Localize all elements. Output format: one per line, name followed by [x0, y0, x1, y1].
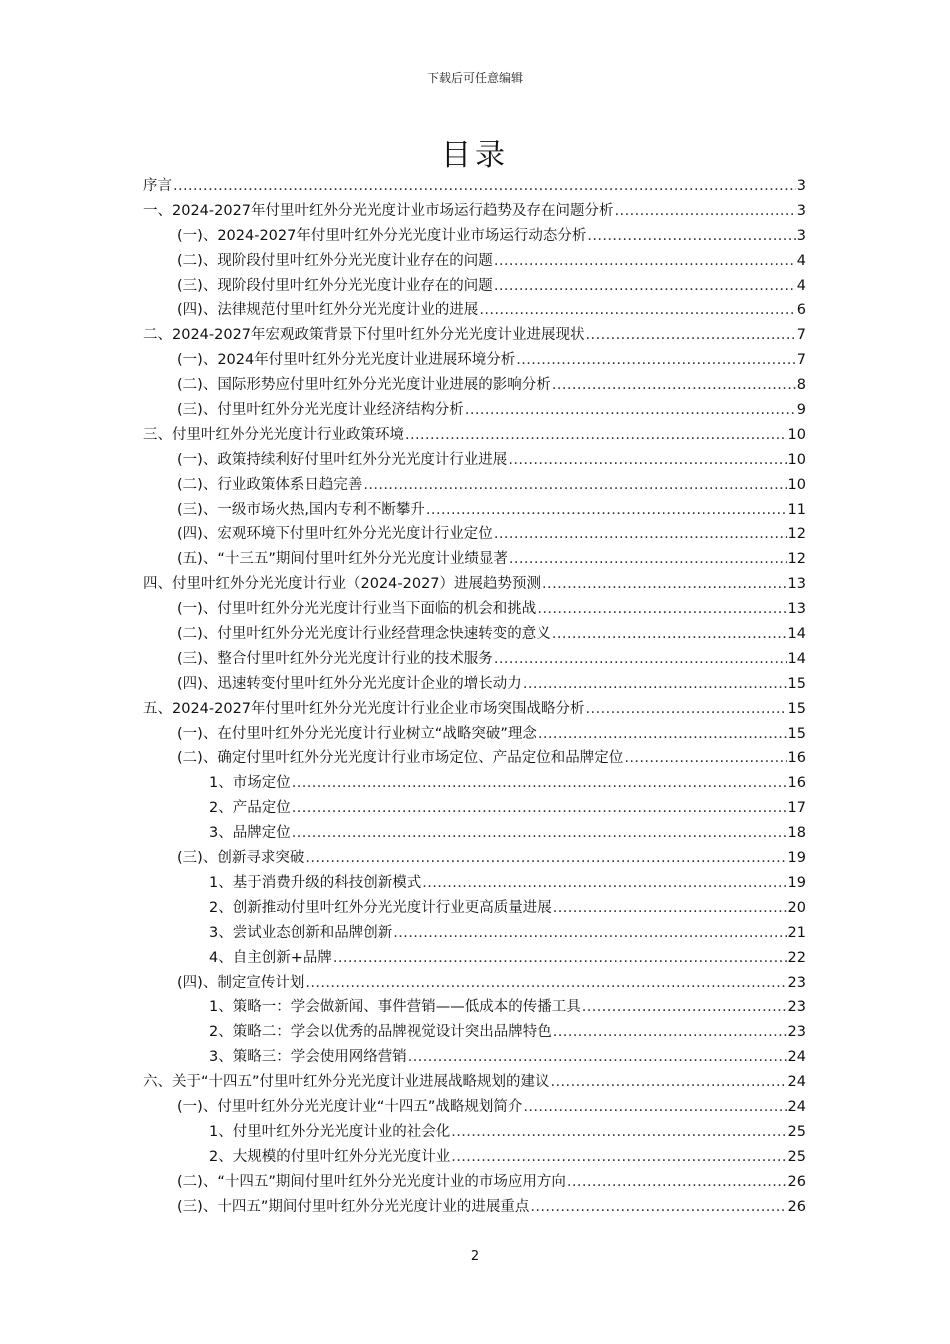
- toc-entry-text: (一)、在付里叶红外分光光度计行业树立“战略突破”理念: [177, 725, 537, 742]
- toc-entry-text: (二)、确定付里叶红外分光光度计行业市场定位、产品定位和品牌定位: [177, 750, 624, 767]
- toc-entry-text: 2、策略二：学会以优秀的品牌视觉设计突出品牌特色: [209, 1024, 552, 1041]
- toc-leader-dots: [363, 473, 786, 498]
- toc-entry-page: 21: [787, 924, 806, 941]
- toc-entry-page: 7: [796, 327, 806, 344]
- toc-entry-page: 6: [796, 302, 806, 319]
- toc-entry[interactable]: [143, 1145, 806, 1170]
- toc-entry-page: 10: [787, 476, 806, 493]
- toc-leader-dots: [615, 199, 796, 224]
- toc-entry-page: 16: [787, 775, 806, 792]
- toc-entry-text: (一)、2024年付里叶红外分光光度计业进展环境分析: [177, 352, 516, 369]
- toc-entry[interactable]: [143, 921, 806, 946]
- toc-entry-page: 14: [787, 650, 806, 667]
- toc-leader-dots: [479, 298, 795, 323]
- toc-entry-text: (三)、十四五”期间付里叶红外分光光度计业的进展重点: [177, 1198, 530, 1215]
- toc-leader-dots: [292, 821, 787, 846]
- toc-leader-dots: [586, 323, 796, 348]
- toc-entry[interactable]: [143, 846, 806, 871]
- toc-leader-dots: [292, 771, 787, 796]
- toc-entry[interactable]: [143, 199, 806, 224]
- toc-leader-dots: [494, 249, 796, 274]
- header-note: 下载后可任意编辑: [426, 71, 523, 85]
- toc-leader-dots: [173, 174, 796, 199]
- page-title: 目录: [441, 138, 509, 173]
- toc-entry-page: 14: [787, 626, 806, 643]
- toc-entry-text: (四)、法律规范付里叶红外分光光度计业的进展: [177, 302, 479, 319]
- toc-entry-page: 15: [787, 725, 806, 742]
- toc-leader-dots: [538, 722, 787, 747]
- toc-entry-page: 17: [787, 800, 806, 817]
- toc-entry-page: 23: [787, 974, 806, 991]
- toc-leader-dots: [494, 647, 787, 672]
- toc-entry-text: (四)、迅速转变付里叶红外分光光度计企业的增长动力: [177, 675, 522, 692]
- toc-entry-text: (一)、付里叶红外分光光度计行业当下面临的机会和挑战: [177, 601, 537, 618]
- toc-entry-page: 3: [796, 202, 806, 219]
- toc-entry-page: 11: [787, 501, 806, 518]
- toc-leader-dots: [582, 995, 787, 1020]
- toc-entry-text: (三)、整合付里叶红外分光光度计行业的技术服务: [177, 650, 493, 667]
- toc-entry-page: 8: [796, 377, 806, 394]
- toc-entry-page: 19: [787, 850, 806, 867]
- toc-entry-text: 三、付里叶红外分光光度计行业政策环境: [143, 426, 404, 443]
- toc-entry[interactable]: [143, 672, 806, 697]
- toc-leader-dots: [537, 597, 786, 622]
- toc-entry-page: 24: [787, 1074, 806, 1091]
- toc-entry-text: (二)、国际形势应付里叶红外分光光度计业进展的影响分析: [177, 377, 551, 394]
- toc-entry-page: 24: [787, 1098, 806, 1115]
- toc-entry-text: 2、产品定位: [209, 800, 291, 817]
- toc-leader-dots: [567, 1170, 787, 1195]
- toc-entry-page: 15: [787, 700, 806, 717]
- toc-entry-text: 3、策略三：学会使用网络营销: [209, 1049, 407, 1066]
- toc-entry-text: 一、2024-2027年付里叶红外分光光度计业市场运行趋势及存在问题分析: [143, 202, 614, 219]
- toc-leader-dots: [305, 971, 786, 996]
- toc-leader-dots: [494, 274, 796, 299]
- toc-entry[interactable]: [143, 448, 806, 473]
- toc-entry[interactable]: [143, 348, 806, 373]
- toc-leader-dots: [305, 846, 786, 871]
- toc-entry-page: 25: [787, 1123, 806, 1140]
- toc-leader-dots: [523, 1095, 786, 1120]
- toc-entry-page: 3: [796, 227, 806, 244]
- toc-entry-page: 13: [787, 601, 806, 618]
- toc-leader-dots: [553, 1020, 787, 1045]
- toc-entry[interactable]: [143, 821, 806, 846]
- toc-leader-dots: [552, 373, 796, 398]
- toc-entry-text: (三)、付里叶红外分光光度计业经济结构分析: [177, 402, 464, 419]
- toc-entry[interactable]: [143, 249, 806, 274]
- toc-entry-text: (三)、现阶段付里叶红外分光光度计业存在的问题: [177, 277, 493, 294]
- toc-leader-dots: [624, 746, 786, 771]
- toc-entry-page: 10: [787, 451, 806, 468]
- toc-entry-page: 16: [787, 750, 806, 767]
- page-number: 2: [470, 1249, 480, 1264]
- toc-entry-page: 22: [787, 949, 806, 966]
- toc-leader-dots: [292, 796, 787, 821]
- toc-entry-text: 序言: [143, 178, 172, 194]
- toc-entry[interactable]: [143, 572, 806, 597]
- table-of-contents: [143, 174, 806, 1219]
- toc-leader-dots: [405, 423, 787, 448]
- toc-leader-dots: [494, 522, 787, 547]
- toc-entry-text: (二)、“十四五”期间付里叶红外分光光度计业的市场应用方向: [177, 1173, 566, 1190]
- toc-leader-dots: [523, 672, 787, 697]
- toc-entry[interactable]: [143, 323, 806, 348]
- toc-entry-page: 4: [796, 252, 806, 269]
- toc-entry[interactable]: [143, 622, 806, 647]
- toc-entry-text: 1、策略一：学会做新闻、事件营销——低成本的传播工具: [209, 999, 581, 1016]
- toc-entry[interactable]: [143, 373, 806, 398]
- toc-entry[interactable]: [143, 398, 806, 423]
- toc-entry[interactable]: [143, 771, 806, 796]
- toc-entry-page: 26: [787, 1198, 806, 1215]
- toc-entry[interactable]: [143, 1045, 806, 1070]
- toc-entry[interactable]: [143, 274, 806, 299]
- toc-entry[interactable]: [143, 597, 806, 622]
- toc-leader-dots: [516, 348, 796, 373]
- toc-entry-text: (二)、行业政策体系日趋完善: [177, 476, 363, 493]
- toc-entry[interactable]: [143, 746, 806, 771]
- toc-entry[interactable]: [143, 971, 806, 996]
- toc-entry-page: 12: [787, 551, 806, 568]
- toc-entry-page: 12: [787, 526, 806, 543]
- toc-entry-page: 19: [787, 874, 806, 891]
- toc-entry[interactable]: [143, 423, 806, 448]
- toc-entry[interactable]: [143, 1170, 806, 1195]
- toc-entry-page: 23: [787, 999, 806, 1016]
- toc-leader-dots: [542, 572, 787, 597]
- toc-entry-text: 4、自主创新+品牌: [209, 949, 332, 966]
- toc-entry[interactable]: [143, 1195, 806, 1220]
- toc-entry[interactable]: [143, 647, 806, 672]
- toc-leader-dots: [422, 871, 786, 896]
- toc-leader-dots: [587, 224, 795, 249]
- toc-entry[interactable]: [143, 697, 806, 722]
- toc-entry-text: (三)、一级市场火热,国内专利不断攀升: [177, 501, 425, 518]
- toc-entry[interactable]: [143, 473, 806, 498]
- toc-entry[interactable]: [143, 174, 806, 199]
- toc-entry-text: 2、大规模的付里叶红外分光光度计业: [209, 1148, 451, 1165]
- toc-entry-text: (一)、政策持续利好付里叶红外分光光度计行业进展: [177, 451, 508, 468]
- toc-entry[interactable]: [143, 547, 806, 572]
- toc-entry[interactable]: [143, 796, 806, 821]
- toc-entry-text: 1、基于消费升级的科技创新模式: [209, 874, 422, 891]
- toc-entry[interactable]: [143, 498, 806, 523]
- toc-entry[interactable]: [143, 1120, 806, 1145]
- toc-entry[interactable]: [143, 995, 806, 1020]
- toc-entry-page: 7: [796, 352, 806, 369]
- toc-entry-page: 18: [787, 825, 806, 842]
- toc-entry-text: (一)、付里叶红外分光光度计业“十四五”战略规划简介: [177, 1098, 523, 1115]
- toc-entry[interactable]: [143, 298, 806, 323]
- toc-leader-dots: [508, 448, 786, 473]
- toc-entry[interactable]: [143, 871, 806, 896]
- toc-entry-text: (四)、宏观环境下付里叶红外分光光度计行业定位: [177, 526, 493, 543]
- toc-leader-dots: [408, 1045, 787, 1070]
- toc-entry-page: 25: [787, 1148, 806, 1165]
- toc-entry[interactable]: [143, 522, 806, 547]
- toc-entry-page: 26: [787, 1173, 806, 1190]
- toc-entry-page: 15: [787, 675, 806, 692]
- toc-entry[interactable]: [143, 224, 806, 249]
- toc-entry-page: 13: [787, 576, 806, 593]
- toc-leader-dots: [465, 398, 796, 423]
- toc-entry-text: (五)、“十三五”期间付里叶红外分光光度计业绩显著: [177, 551, 508, 568]
- toc-entry-text: 1、市场定位: [209, 775, 291, 792]
- toc-leader-dots: [451, 1120, 786, 1145]
- toc-leader-dots: [393, 921, 786, 946]
- toc-leader-dots: [530, 1195, 786, 1220]
- toc-leader-dots: [509, 547, 787, 572]
- toc-leader-dots: [553, 896, 787, 921]
- toc-leader-dots: [551, 1070, 787, 1095]
- toc-entry-text: 四、付里叶红外分光光度计行业（2024-2027）进展趋势预测: [143, 576, 542, 593]
- toc-entry[interactable]: [143, 1095, 806, 1120]
- toc-entry-text: (四)、制定宣传计划: [177, 974, 305, 991]
- toc-leader-dots: [586, 697, 787, 722]
- toc-entry-page: 10: [787, 426, 806, 443]
- toc-leader-dots: [552, 622, 787, 647]
- toc-leader-dots: [333, 946, 787, 971]
- toc-entry-text: (二)、现阶段付里叶红外分光光度计业存在的问题: [177, 252, 493, 269]
- toc-entry-text: 3、品牌定位: [209, 825, 291, 842]
- toc-entry-page: 23: [787, 1024, 806, 1041]
- toc-entry[interactable]: [143, 946, 806, 971]
- toc-entry-text: 五、2024-2027年付里叶红外分光光度计行业企业市场突围战略分析: [143, 700, 585, 717]
- toc-entry[interactable]: [143, 1070, 806, 1095]
- toc-entry-page: 24: [787, 1049, 806, 1066]
- toc-entry-text: (一)、2024-2027年付里叶红外分光光度计业市场运行动态分析: [177, 227, 587, 244]
- toc-entry-text: 1、付里叶红外分光光度计业的社会化: [209, 1123, 451, 1140]
- toc-entry[interactable]: [143, 722, 806, 747]
- toc-entry-text: 2、创新推动付里叶红外分光光度计行业更高质量进展: [209, 899, 552, 916]
- toc-entry-text: 六、关于“十四五”付里叶红外分光光度计业进展战略规划的建议: [143, 1074, 550, 1091]
- toc-leader-dots: [451, 1145, 786, 1170]
- toc-entry-page: 20: [787, 899, 806, 916]
- toc-entry[interactable]: [143, 896, 806, 921]
- toc-entry-text: (二)、付里叶红外分光光度计行业经营理念快速转变的意义: [177, 626, 551, 643]
- toc-entry-text: 3、尝试业态创新和品牌创新: [209, 924, 393, 941]
- toc-entry-page: 3: [796, 178, 806, 194]
- toc-leader-dots: [426, 498, 787, 523]
- toc-entry-page: 4: [796, 277, 806, 294]
- toc-entry-text: (三)、创新寻求突破: [177, 850, 305, 867]
- toc-entry-page: 9: [796, 402, 806, 419]
- toc-entry[interactable]: [143, 1020, 806, 1045]
- toc-entry-text: 二、2024-2027年宏观政策背景下付里叶红外分光光度计业进展现状: [143, 327, 585, 344]
